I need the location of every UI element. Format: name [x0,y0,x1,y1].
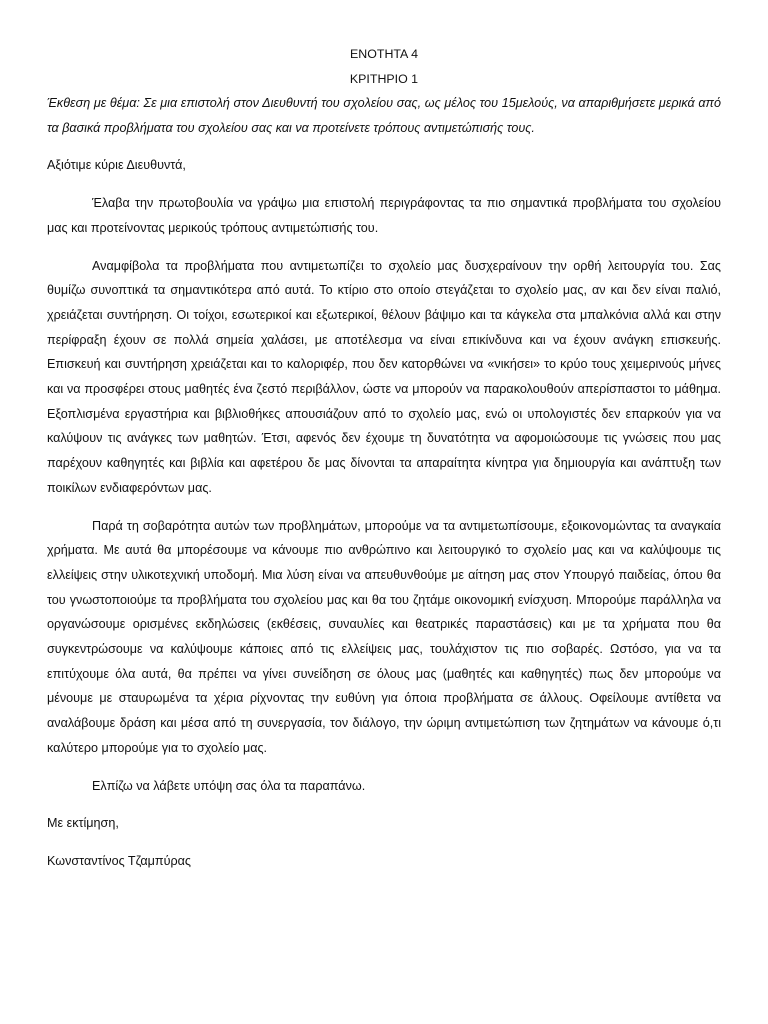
body-paragraph-solutions: Παρά τη σοβαρότητα αυτών των προβλημάτων, μπορούμε να τα αντιμετωπίσουμε, εξοικονομώντας τα αναγκαία χρήματα. Με αυτά θα μπορέσουμε να κάνουμε πιο ανθρώπινο και λειτουργικό το σχολείο μας και να καλύψουμε τις ελλείψεις στην υλικοτεχνική υποδομή. Μια λύση είναι να απευθυνθούμε με αίτηση μας στον Υπουργό παιδείας, όπου θα του γνωστοποιούμε τα προβλήματα του σχολείου μας και θα του ζητάμε οικονομική ενίσχυση. Μπορούμε παράλληλα να οργανώσουμε ορισμένες εκδηλώσεις (εκθέσεις, συναυλίες και θεατρικές παραστάσεις) και με τα χρήματα που θα συγκεντρώσουμε να καλύψουμε κάποιες από τις ελλείψεις μας, τουλάχιστον τις πιο σοβαρές. Ωστόσο, για να τα επιτύχουμε όλα αυτά, θα πρέπει να γίνει συνείδηση σε όλους μας (μαθητές και καθηγητές) πως δεν μπορούμε να μένουμε με σταυρωμένα τα χέρια ρίχνοντας την ευθύνη για όποια προβλήματα σε άλλους. Οφείλουμε αντίθετα να αναλάβουμε δράση και μέσα από τη συνεργασία, τον διάλογο, την ώριμη αντιμετώπιση των ζητημάτων να κάνουμε ό,τι καλύτερο μπορούμε για το σχολείο μας. [47,518,721,755]
salutation: Αξιότιμε κύριε Διευθυντά, [47,158,186,173]
signature-name: Κωνσταντίνος Τζαμπύρας [47,853,191,868]
body-paragraph-hope: Ελπίζω να λάβετε υπόψη σας όλα τα παραπάνω. [92,778,366,793]
closing-line: Με εκτίμηση, [47,816,119,831]
body-paragraph-problems: Αναμφίβολα τα προβλήματα που αντιμετωπίζει το σχολείο μας δυσχεραίνουν την ορθή λειτουργία του. Σας θυμίζω συνοπτικά τα σημαντικότερα από αυτά. Το κτίριο στο οποίο στεγάζεται το σχολείο μας, αν και δεν είναι παλιό, χρειάζεται συντήρηση. Οι τοίχοι, εσωτερικοί και εξωτερικοί, θέλουν βάψιμο και τα κάγκελα στα μπαλκόνια αλλά και στην περίφραξη έχουν σε πολλά σημεία χαλάσει, με αποτέλεσμα να είναι επικίνδυνα και να έχουν ανάγκη επισκευής. Επισκευή και συντήρηση χρειάζεται και το καλοριφέρ, που δεν κατορθώνει να «νικήσει» το κρύο τους χειμερινούς μήνες και να προσφέρει στους μαθητές ένα ζεστό περιβάλλον, ώστε να μπορούν να παρακολουθούν απερίσπαστοι το μάθημα. Εξοπλισμένα εργαστήρια και βιβλιοθήκες απουσιάζουν από το σχολείο μας, ενώ οι υπολογιστές δεν επαρκούν για να καλύψουν τις ανάγκες των μαθητών. Έτσι, αφενός δεν έχουμε τη δυνατότητα να αφομοιώσουμε τις γνώσεις που μας παρέχουν καθηγητές και βιβλία και αφετέρου δε μας δίνονται τα απαραίτητα κίνητρα για δημιουργία και ανάπτυξη των ποικίλων ενδιαφερόντων μας. [47,258,721,495]
body-paragraph-intro: Έλαβα την πρωτοβουλία να γράψω μια επιστολή περιγράφοντας τα πιο σημαντικά προβλήματα του σχολείου μας και προτείνοντας μερικούς τρόπους αντιμετώπισής του. [47,196,721,235]
document-page [47,36,721,874]
unit-heading: ΕΝΟΤΗΤΑ 4 [350,47,418,61]
assignment-prompt: Έκθεση με θέμα: Σε μια επιστολή στον Διευθυντή του σχολείου σας, ως μέλος του 15μελούς, να απαριθμήσετε μερικά από τα βασικά προβλήματα του σχολείου σας και να προτείνετε τρόπους αντιμετώπισής τους. [47,96,721,135]
criterion-heading: ΚΡΙΤΗΡΙΟ 1 [349,71,419,86]
